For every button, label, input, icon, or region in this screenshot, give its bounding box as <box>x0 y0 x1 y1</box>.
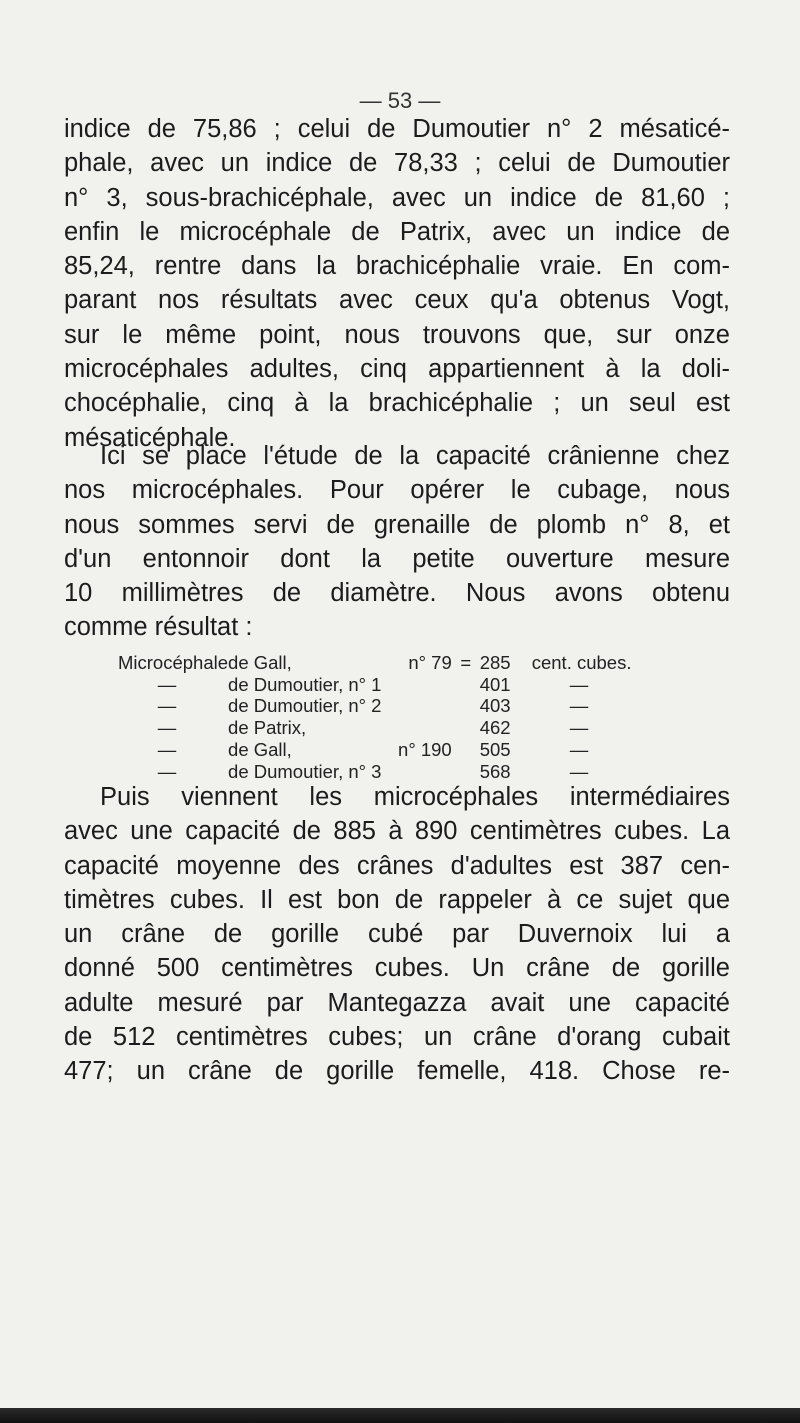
table-row <box>118 652 718 674</box>
table-row <box>118 674 718 696</box>
row-number: n° 190 <box>398 738 452 760</box>
row-name: de Gall, <box>228 738 292 760</box>
row-value: 285 <box>479 652 511 673</box>
row-number <box>398 674 452 696</box>
text-line: mésaticéphale. <box>64 423 236 452</box>
text-line: nous sommes servi de grenaille de plomb n° 8, et <box>64 510 730 539</box>
row-lead: — <box>157 738 177 760</box>
row-number <box>398 761 452 783</box>
text-line: donné 500 centimètres cubes. Un crâne de gorille <box>64 954 730 983</box>
row-name: de Dumoutier, n° 3 <box>228 760 382 782</box>
row-value: 505 <box>479 738 511 760</box>
row-equals <box>452 717 480 739</box>
text-line: adulte mesuré par Mantegazza avait une capacité <box>64 988 730 1017</box>
row-equals <box>452 761 480 783</box>
row-lead: — <box>157 673 177 695</box>
row-value: 462 <box>479 717 511 739</box>
row-unit: cent. cubes. <box>531 652 632 673</box>
text-line: 477; un crâne de gorille femelle, 418. Chose re- <box>64 1057 730 1086</box>
text-line: Ici se place l'étude de la capacité crânienne chez <box>100 442 730 470</box>
row-unit: — <box>569 760 589 782</box>
row-equals <box>452 739 480 761</box>
row-lead: — <box>157 695 177 717</box>
table-row <box>118 717 718 739</box>
text-line: enfin le microcéphale de Patrix, avec un indice de <box>64 217 730 246</box>
text-line: indice de 75,86 ; celui de Dumoutier n° 2 mésaticé- <box>64 115 730 143</box>
bottom-page-edge <box>0 1408 800 1423</box>
capacity-table <box>118 652 718 782</box>
row-name: de Dumoutier, n° 2 <box>228 695 382 717</box>
row-lead: — <box>157 760 177 782</box>
text-line: timètres cubes. Il est bon de rappeler à ce sujet que <box>64 885 730 914</box>
row-unit: — <box>569 695 589 717</box>
text-line: phale, avec un indice de 78,33 ; celui de Dumoutier <box>64 149 730 178</box>
row-equals <box>452 695 480 717</box>
text-line: comme résultat : <box>64 613 253 642</box>
text-line: sur le même point, nous trouvons que, sur onze <box>64 320 730 349</box>
text-line: capacité moyenne des crânes d'adultes est 387 cen- <box>64 851 730 880</box>
text-line: microcéphales adultes, cinq appartiennent à la doli- <box>64 355 730 384</box>
text-line: avec une capacité de 885 à 890 centimètres cubes. La <box>64 817 730 846</box>
row-number <box>398 695 452 717</box>
paragraph-1 <box>64 112 730 455</box>
row-value: 568 <box>479 760 511 782</box>
text-line: parant nos résultats avec ceux qu'a obtenus Vogt, <box>64 286 730 315</box>
text-line: Puis viennent les microcéphales intermédiaires <box>100 783 730 811</box>
row-name: de Dumoutier, n° 1 <box>228 673 382 695</box>
row-value: 401 <box>479 673 511 695</box>
row-lead: — <box>157 717 177 739</box>
row-unit: — <box>569 717 589 739</box>
row-number: n° 79 <box>408 652 452 673</box>
table-row <box>118 761 718 783</box>
text-line: chocéphalie, cinq à la brachicéphalie ; un seul est <box>64 389 730 418</box>
text-line: nos microcéphales. Pour opérer le cubage, nous <box>64 476 730 505</box>
row-unit: — <box>569 738 589 760</box>
table-row <box>118 695 718 717</box>
row-value: 403 <box>479 695 511 717</box>
text-line: un crâne de gorille cubé par Duvernoix lui a <box>64 920 730 949</box>
row-name: de Gall, <box>228 652 292 673</box>
text-line: n° 3, sous-brachicéphale, avec un indice de 81,60 ; <box>64 183 730 212</box>
text-line: d'un entonnoir dont la petite ouverture mesure <box>64 544 730 573</box>
row-unit: — <box>569 673 589 695</box>
row-equals <box>452 674 480 696</box>
row-name: de Patrix, <box>228 717 307 739</box>
text-line: 85,24, rentre dans la brachicéphalie vraie. En com- <box>64 252 730 281</box>
text-line: 10 millimètres de diamètre. Nous avons obtenu <box>64 579 730 608</box>
text-line: de 512 centimètres cubes; un crâne d'orang cubait <box>64 1023 730 1052</box>
row-number <box>398 717 452 739</box>
page-number: — 53 — <box>359 88 441 113</box>
paragraph-3 <box>64 780 730 1089</box>
table-row <box>118 739 718 761</box>
row-equals: = <box>460 652 472 673</box>
paragraph-2 <box>64 439 730 645</box>
row-lead: Microcéphale <box>118 652 229 673</box>
